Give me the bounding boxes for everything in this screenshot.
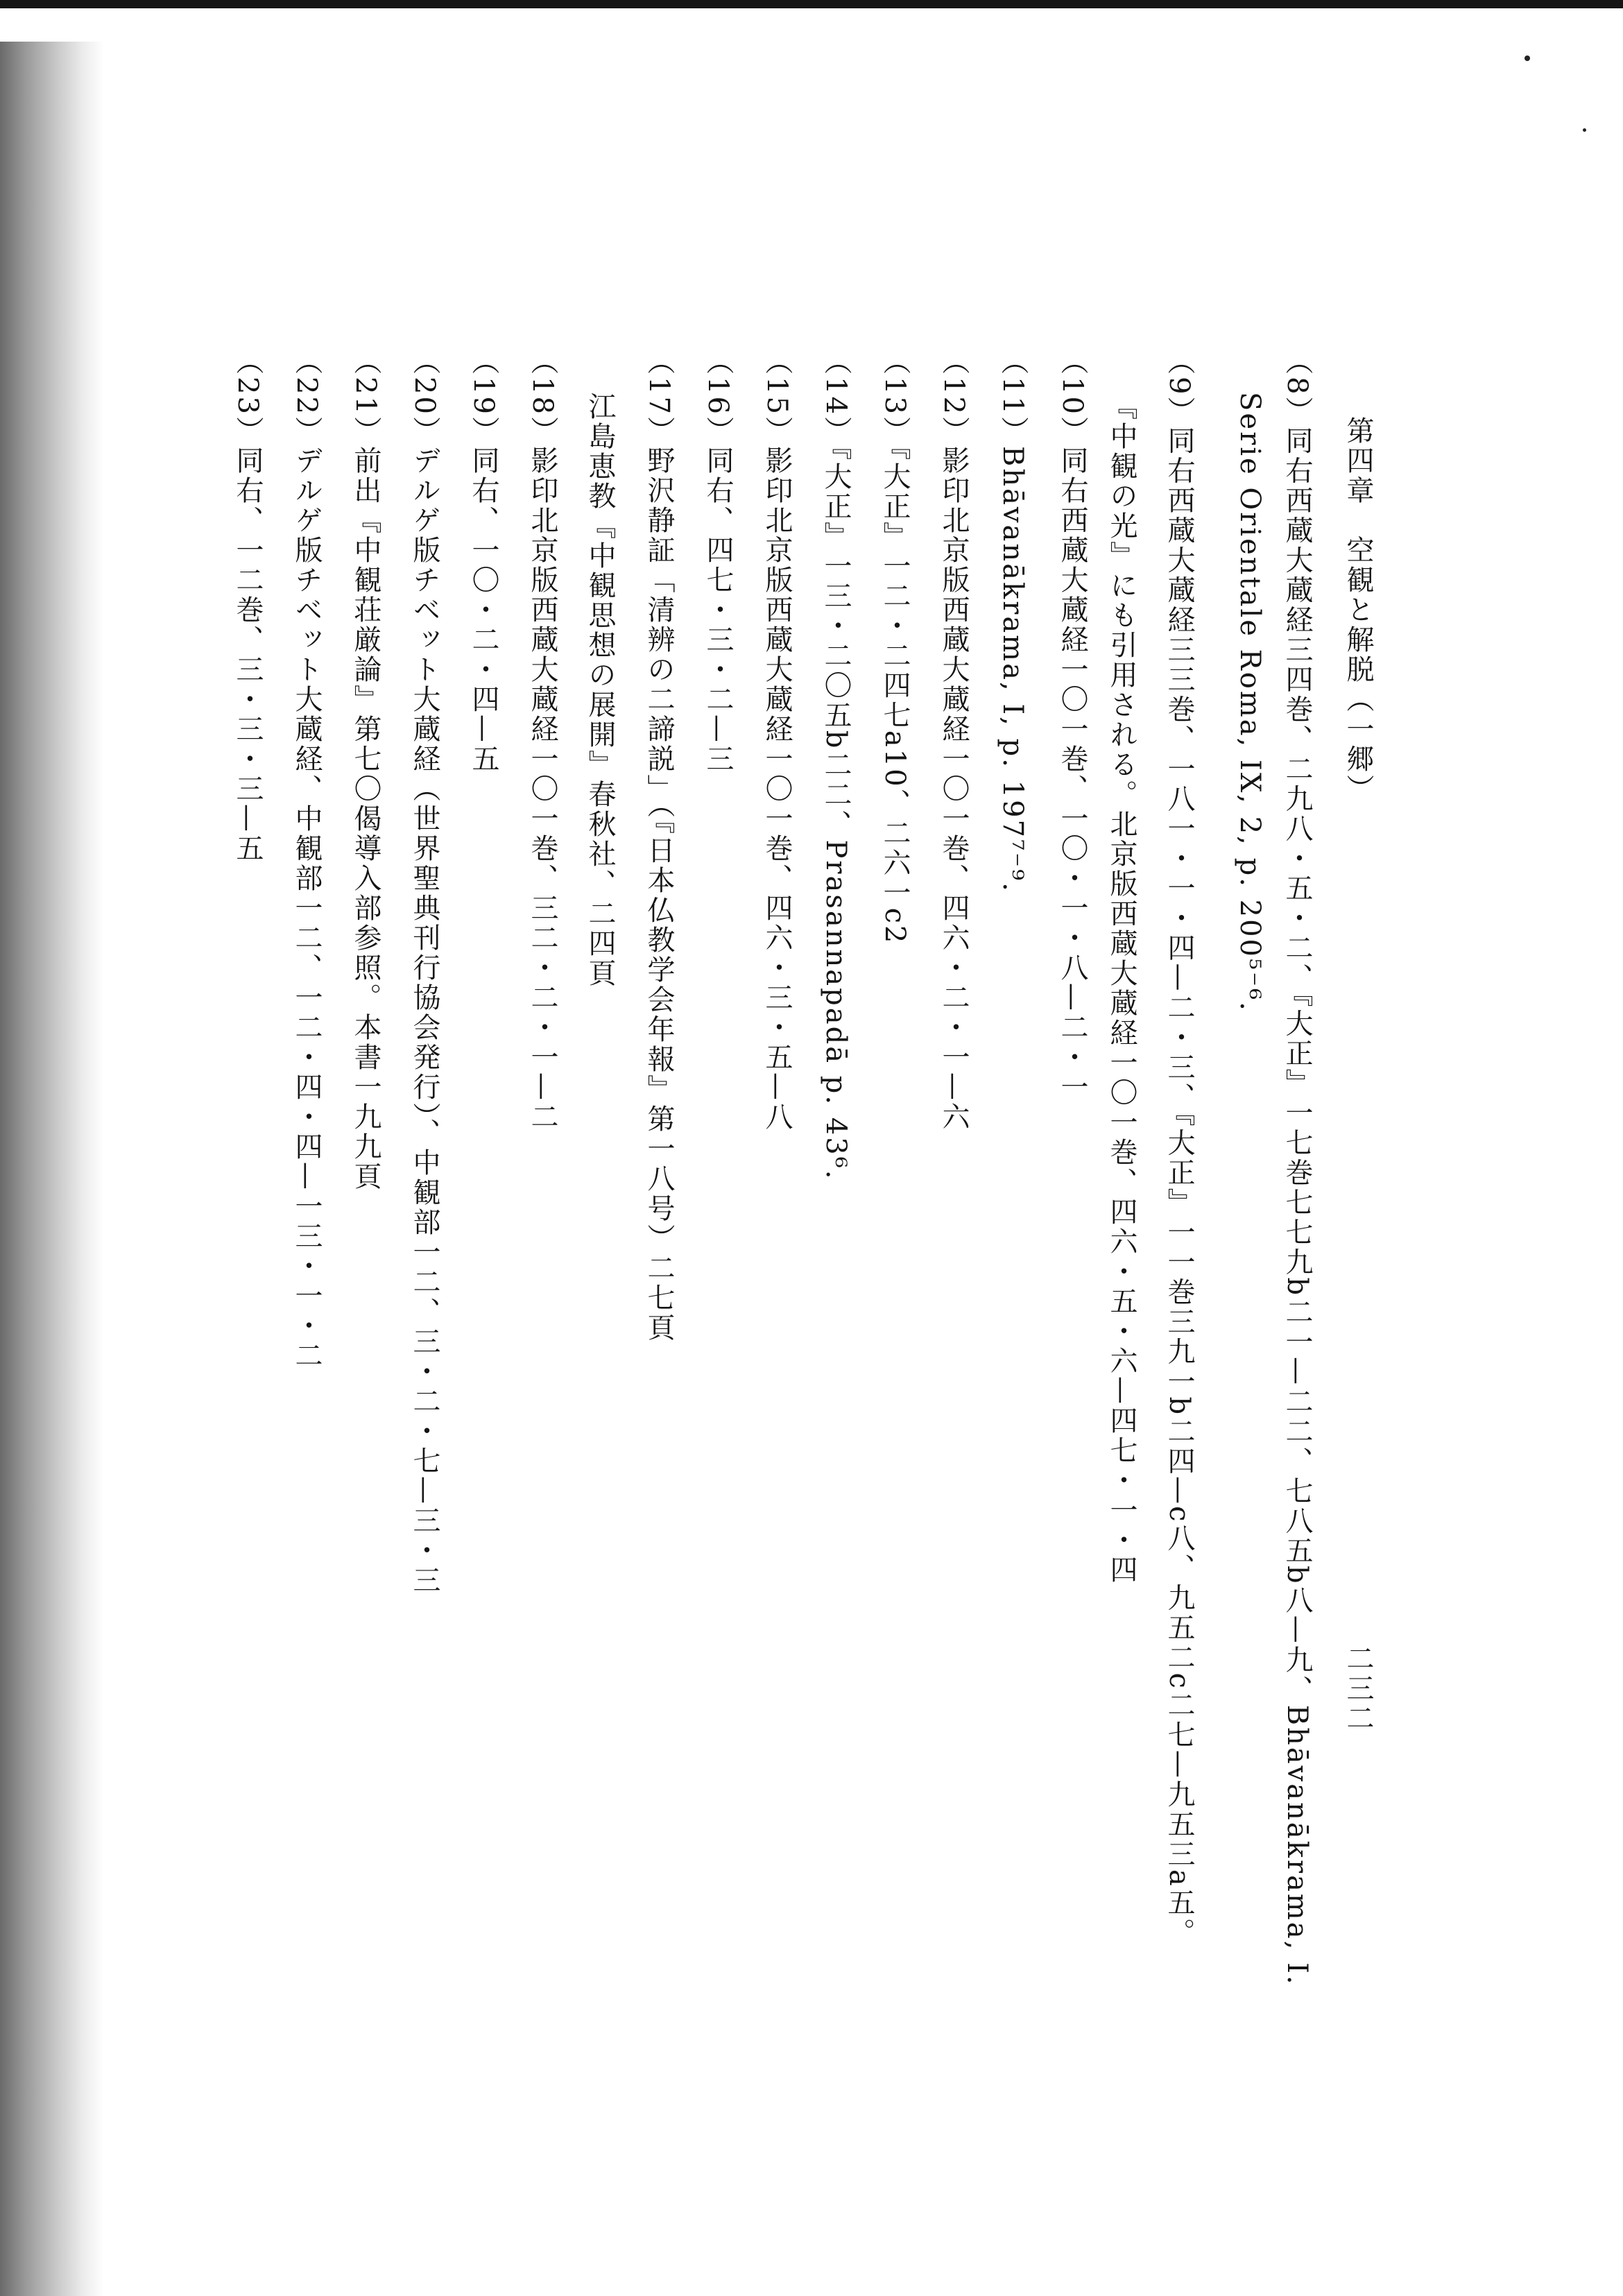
page-number: 二三二 (1342, 1644, 1374, 1733)
note-16: （16）同右、四七・三・二—三 (702, 347, 734, 774)
note-8-continuation: Serie Orientale Roma, IX, 2, p. 200⁵⁻⁶. (1234, 392, 1266, 1013)
note-22: （22）デルゲ版チベット大蔵経、中観部一二、一二・四・四—一三・一・二 (291, 347, 323, 1371)
note-17-continuation: 江島恵教『中観思想の展開』春秋社、二四頁 (584, 392, 616, 988)
note-19: （19）同右、一〇・二・四—五 (467, 347, 499, 774)
note-9: （9）同右西蔵大蔵経三三巻、一八一・一・四—二・三、『大正』一一巻三九一b二四—c八、九五二c二七—九五三a五。 (1163, 347, 1195, 1948)
page-header: 第四章 空観と解脱（一郷） (1342, 416, 1374, 804)
note-14: （14）『大正』一三・二〇五b二二、Prasannapadā p. 43⁶. (820, 347, 852, 1181)
note-18: （18）影印北京版西蔵大蔵経一〇一巻、三二・二・一—二 (526, 347, 558, 1132)
note-8: （8）同右西蔵大蔵経三四巻、二九八・五・二、『大正』一七巻七七九b二一—二二、七八五b八—九、Bhāvanākrama, I. (1281, 347, 1313, 1987)
note-11: （11）Bhāvanākrama, I, p. 197⁷⁻⁹. (997, 347, 1029, 893)
speck-mark (1583, 128, 1586, 132)
note-9-continuation: 『中観の光』にも引用される。北京版西蔵大蔵経一〇一巻、四六・五・六—四七・一・四 (1106, 392, 1137, 1585)
scan-shadow (0, 42, 104, 2296)
note-10: （10）同右西蔵大蔵経一〇一巻、一〇・一・八—二・一 (1056, 347, 1088, 1102)
note-20: （20）デルゲ版チベット大蔵経（世界聖典刊行協会発行）、中観部一二、三・二・七—三・三 (409, 347, 440, 1595)
note-23: （23）同右、一二巻、三・三・三—五 (232, 347, 264, 864)
note-17: （17）野沢静証「清辨の二諦説」（『日本仏教学会年報』第一八号）二七頁 (643, 347, 675, 1343)
note-21: （21）前出『中観荘厳論』第七〇偈導入部参照。本書一九九頁 (350, 347, 381, 1192)
note-15: （15）影印北京版西蔵大蔵経一〇一巻、四六・三・五—八 (761, 347, 793, 1132)
note-13: （13）『大正』一二・二四七a10、二六一c2 (879, 347, 911, 945)
speck-mark (1525, 55, 1530, 61)
note-12: （12）影印北京版西蔵大蔵経一〇一巻、四六・二・一—六 (938, 347, 970, 1132)
top-border (0, 0, 1623, 8)
